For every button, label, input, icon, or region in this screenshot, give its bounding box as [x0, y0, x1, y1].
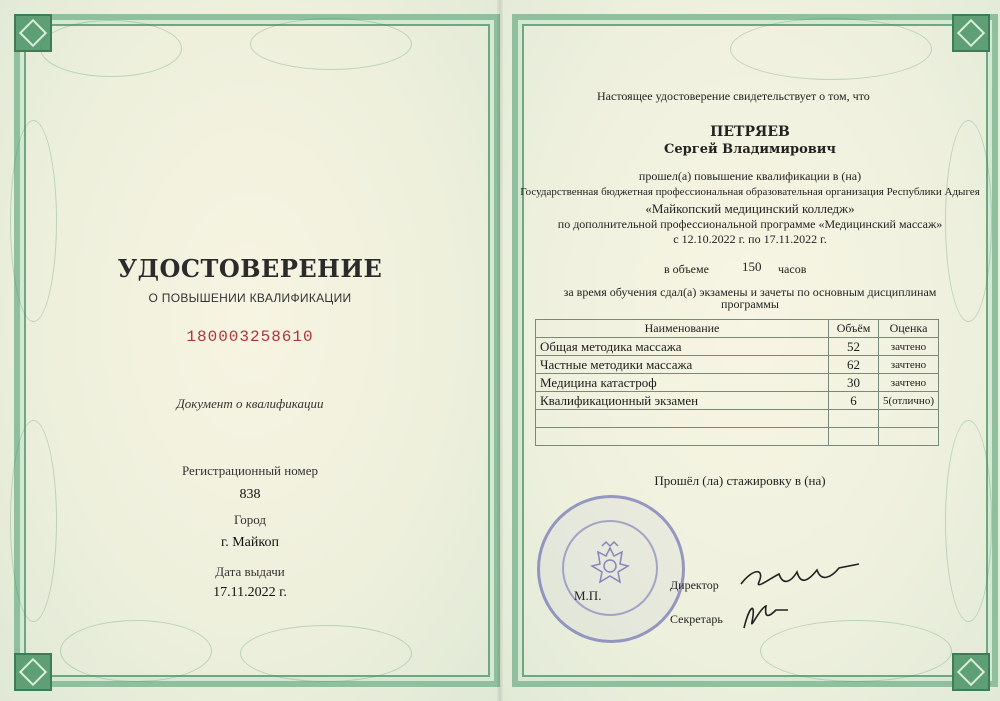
discipline-grade: зачтено: [878, 374, 938, 392]
serial-number: 180003258610: [186, 328, 314, 346]
discipline-name: Общая методика массажа: [536, 338, 829, 356]
discipline-grade: [878, 428, 938, 446]
table-row: [536, 356, 939, 374]
discipline-name: [536, 410, 829, 428]
doc-title: УДОСТОВЕРЕНИЕ: [117, 254, 383, 283]
discipline-hours: [829, 428, 879, 446]
corner-ornament: [952, 653, 990, 691]
study-period: с 12.10.2022 г. по 17.11.2022 г.: [673, 232, 827, 246]
coat-of-arms-icon: [580, 536, 640, 596]
volume-hours: 150: [742, 259, 762, 274]
table-row: [536, 392, 939, 410]
table-row: [536, 410, 939, 428]
city-label: Город: [233, 512, 267, 527]
volume-prefix: в объеме: [664, 262, 709, 276]
volume-suffix: часов: [778, 262, 807, 276]
college-name: «Майкопский медицинский колледж»: [645, 201, 855, 216]
column-header: Оценка: [878, 320, 938, 338]
discipline-name: Частные методики массажа: [536, 356, 829, 374]
organization: Государственная бюджетная профессиональная образовательная организация Республики Адыгея: [520, 186, 980, 198]
discipline-hours: 62: [829, 356, 879, 374]
discipline-hours: [829, 410, 879, 428]
guilloche-ornament: [250, 18, 412, 70]
reg-number: 838: [239, 487, 261, 502]
discipline-grade: зачтено: [878, 356, 938, 374]
discipline-hours: 6: [829, 392, 879, 410]
internship-text: Прошёл (ла) стажировку в (на): [654, 473, 826, 488]
corner-ornament: [952, 14, 990, 52]
guilloche-ornament: [60, 620, 212, 682]
column-header: Наименование: [536, 320, 829, 338]
holder-name: Сергей Владимирович: [664, 142, 836, 157]
discipline-grade: [878, 410, 938, 428]
secretary-signature: [736, 598, 796, 634]
secretary-label: Секретарь: [670, 612, 723, 626]
program: по дополнительной профессиональной программе «Медицинский массаж»: [557, 217, 943, 231]
discipline-name: Квалификационный экзамен: [536, 392, 829, 410]
issue-date-label: Дата выдачи: [215, 564, 285, 579]
guilloche-ornament: [240, 625, 412, 682]
column-header: Объём: [829, 320, 879, 338]
discipline-grade: 5(отлично): [878, 392, 938, 410]
grades-table: [535, 319, 939, 446]
director-signature: [735, 560, 865, 594]
table-row: [536, 374, 939, 392]
doc-subtitle: О ПОВЫШЕНИИ КВАЛИФИКАЦИИ: [148, 291, 352, 305]
director-label: Директор: [670, 578, 719, 592]
reg-number-label: Регистрационный номер: [182, 463, 318, 478]
city: г. Майкоп: [221, 535, 279, 550]
discipline-name: [536, 428, 829, 446]
issue-date: 17.11.2022 г.: [213, 585, 287, 600]
corner-ornament: [14, 653, 52, 691]
holder-surname: ПЕТРЯЕВ: [710, 124, 790, 140]
table-row: [536, 428, 939, 446]
exams-text: за время обучения сдал(а) экзамены и зачеты по основным дисциплинам: [563, 285, 937, 299]
exams-text-cont: программы: [721, 297, 779, 311]
passed-text: прошел(а) повышение квалификации в (на): [638, 169, 862, 183]
table-header-row: [536, 320, 939, 338]
discipline-hours: 30: [829, 374, 879, 392]
discipline-name: Медицина катастроф: [536, 374, 829, 392]
discipline-grade: зачтено: [878, 338, 938, 356]
guilloche-ornament: [730, 18, 932, 80]
discipline-hours: 52: [829, 338, 879, 356]
doc-type: Документ о квалификации: [176, 396, 324, 411]
table-row: [536, 338, 939, 356]
guilloche-ornament: [945, 420, 992, 622]
official-seal: [537, 495, 685, 643]
page-fold: [497, 0, 503, 701]
guilloche-ornament: [40, 20, 182, 77]
stamp-label: М.П.: [574, 588, 602, 603]
intro-text: Настоящее удостоверение свидетельствует о том, что: [597, 89, 870, 103]
